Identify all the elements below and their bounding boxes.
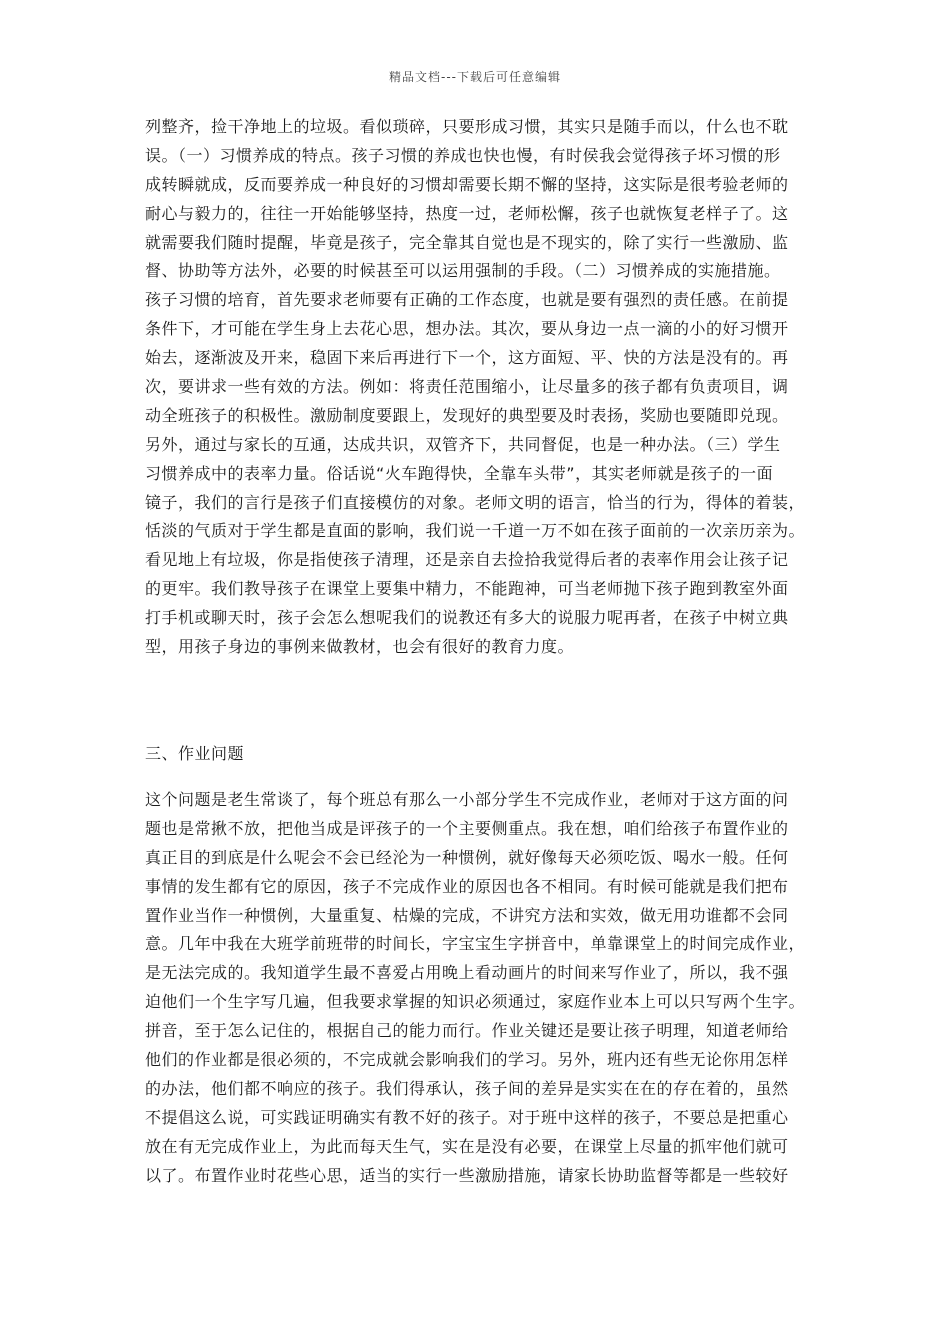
text-line: 误。（一）习惯养成的特点。孩子习惯的养成也快也慢，有时侯我会觉得孩子坏习惯的形 (145, 145, 781, 165)
text-line: 督、协助等方法外，必要的时候甚至可以运用强制的手段。（二）习惯养成的实施措施。 (145, 261, 781, 281)
text-line: 就需要我们随时提醒，毕竟是孩子，完全靠其自觉也是不现实的，除了实行一些激励、监 (145, 232, 789, 252)
text-line: 恬淡的气质对于学生都是直面的影响，我们说一千道一万不如在孩子面前的一次亲历亲为。 (145, 521, 806, 541)
text-line: 不提倡这么说，可实践证明确实有教不好的孩子。对于班中这样的孩子，不要总是把重心 (145, 1107, 789, 1127)
text-line: 另外，通过与家长的互通，达成共识，双管齐下，共同督促，也是一种办法。（三）学生 (145, 434, 781, 454)
text-line: 动全班孩子的积极性。激励制度要跟上，发现好的典型要及时表扬，奖励也要随即兑现。 (145, 405, 789, 425)
text-line: 以了。布置作业时花些心思，适当的实行一些激励措施，请家长协助监督等都是一些较好 (145, 1165, 789, 1185)
text-line: 是无法完成的。我知道学生最不喜爱占用晚上看动画片的时间来写作业了，所以，我不强 (145, 963, 789, 983)
text-line: 看见地上有垃圾，你是指使孩子清理，还是亲自去捡拾我觉得后者的表率作用会让孩子记 (145, 550, 789, 570)
text-line: 耐心与毅力的，往往一开始能够坚持，热度一过，老师松懈，孩子也就恢复老样子了。这 (145, 203, 789, 223)
text-line: 他们的作业都是很必须的，不完成就会影响我们的学习。另外，班内还有些无论你用怎样 (145, 1050, 789, 1070)
text-line: 习惯养成中的表率力量。俗话说“火车跑得快，全靠车头带”，其实老师就是孩子的一面 (145, 463, 774, 483)
body-paragraph (145, 113, 807, 662)
body-paragraph (145, 786, 807, 1190)
text-line: 这个问题是老生常谈了，每个班总有那么一小部分学生不完成作业，老师对于这方面的问 (145, 790, 789, 809)
text-line: 镜子，我们的言行是孩子们直接模仿的对象。老师文明的语言，恰当的行为，得体的着装， (145, 492, 806, 512)
text-line: 的更牢。我们教导孩子在课堂上要集中精力，不能跑神，可当老师抛下孩子跑到教室外面 (145, 579, 789, 599)
text-line: 的办法，他们都不响应的孩子。我们得承认，孩子间的差异是实实在在的存在着的，虽然 (145, 1078, 789, 1098)
text-line: 型，用孩子身边的事例来做教材，也会有很好的教育力度。 (145, 637, 575, 657)
text-line: 孩子习惯的培育，首先要求老师要有正确的工作态度，也就是要有强烈的责任感。在前提 (145, 290, 789, 310)
text-line: 始去，逐渐波及开来，稳固下来后再进行下一个，这方面短、平、快的方法是没有的。再 (145, 348, 789, 368)
section-heading-text: 三、作业问题 (145, 744, 245, 763)
text-line: 真正目的到底是什么呢会不会已经沦为一种惯例，就好像每天必须吃饭、喝水一般。任何 (145, 847, 789, 867)
text-line: 次，要讲求一些有效的方法。例如：将责任范围缩小，让尽量多的孩子都有负责项目，调 (145, 377, 789, 397)
section-heading (145, 740, 807, 769)
text-line: 事情的发生都有它的原因，孩子不完成作业的原因也各不相同。有时候可能就是我们把布 (145, 876, 789, 896)
text-line: 列整齐，捡干净地上的垃圾。看似琐碎，只要形成习惯，其实只是随手而以，什么也不耽 (145, 117, 789, 136)
text-line: 拼音，至于怎么记住的，根据自己的能力而行。作业关键还是要让孩子明理，知道老师给 (145, 1021, 789, 1041)
text-line: 题也是常揪不放，把他当成是评孩子的一个主要侧重点。我在想，咱们给孩子布置作业的 (145, 818, 789, 838)
text-line: 意。几年中我在大班学前班带的时间长，字宝宝生字拼音中，单靠课堂上的时间完成作业， (145, 934, 806, 954)
text-line: 置作业当作一种惯例，大量重复、枯燥的完成，不讲究方法和实效，做无用功谁都不会同 (145, 905, 789, 925)
text-line: 打手机或聊天时，孩子会怎么想呢我们的说教还有多大的说服力呢再者，在孩子中树立典 (145, 608, 789, 628)
text-line: 成转瞬就成，反而要养成一种良好的习惯却需要长期不懈的坚持，这实际是很考验老师的 (145, 174, 789, 194)
text-line: 放在有无完成作业上，为此而每天生气，实在是没有必要，在课堂上尽量的抓牢他们就可 (145, 1136, 789, 1156)
text-line: 条件下，才可能在学生身上去花心思，想办法。其次，要从身边一点一滴的小的好习惯开 (145, 319, 789, 339)
page-header: 精品文档---下载后可任意编辑 (389, 70, 561, 84)
text-line: 迫他们一个生字写几遍，但我要求掌握的知识必须通过，家庭作业本上可以只写两个生字。 (145, 992, 806, 1012)
